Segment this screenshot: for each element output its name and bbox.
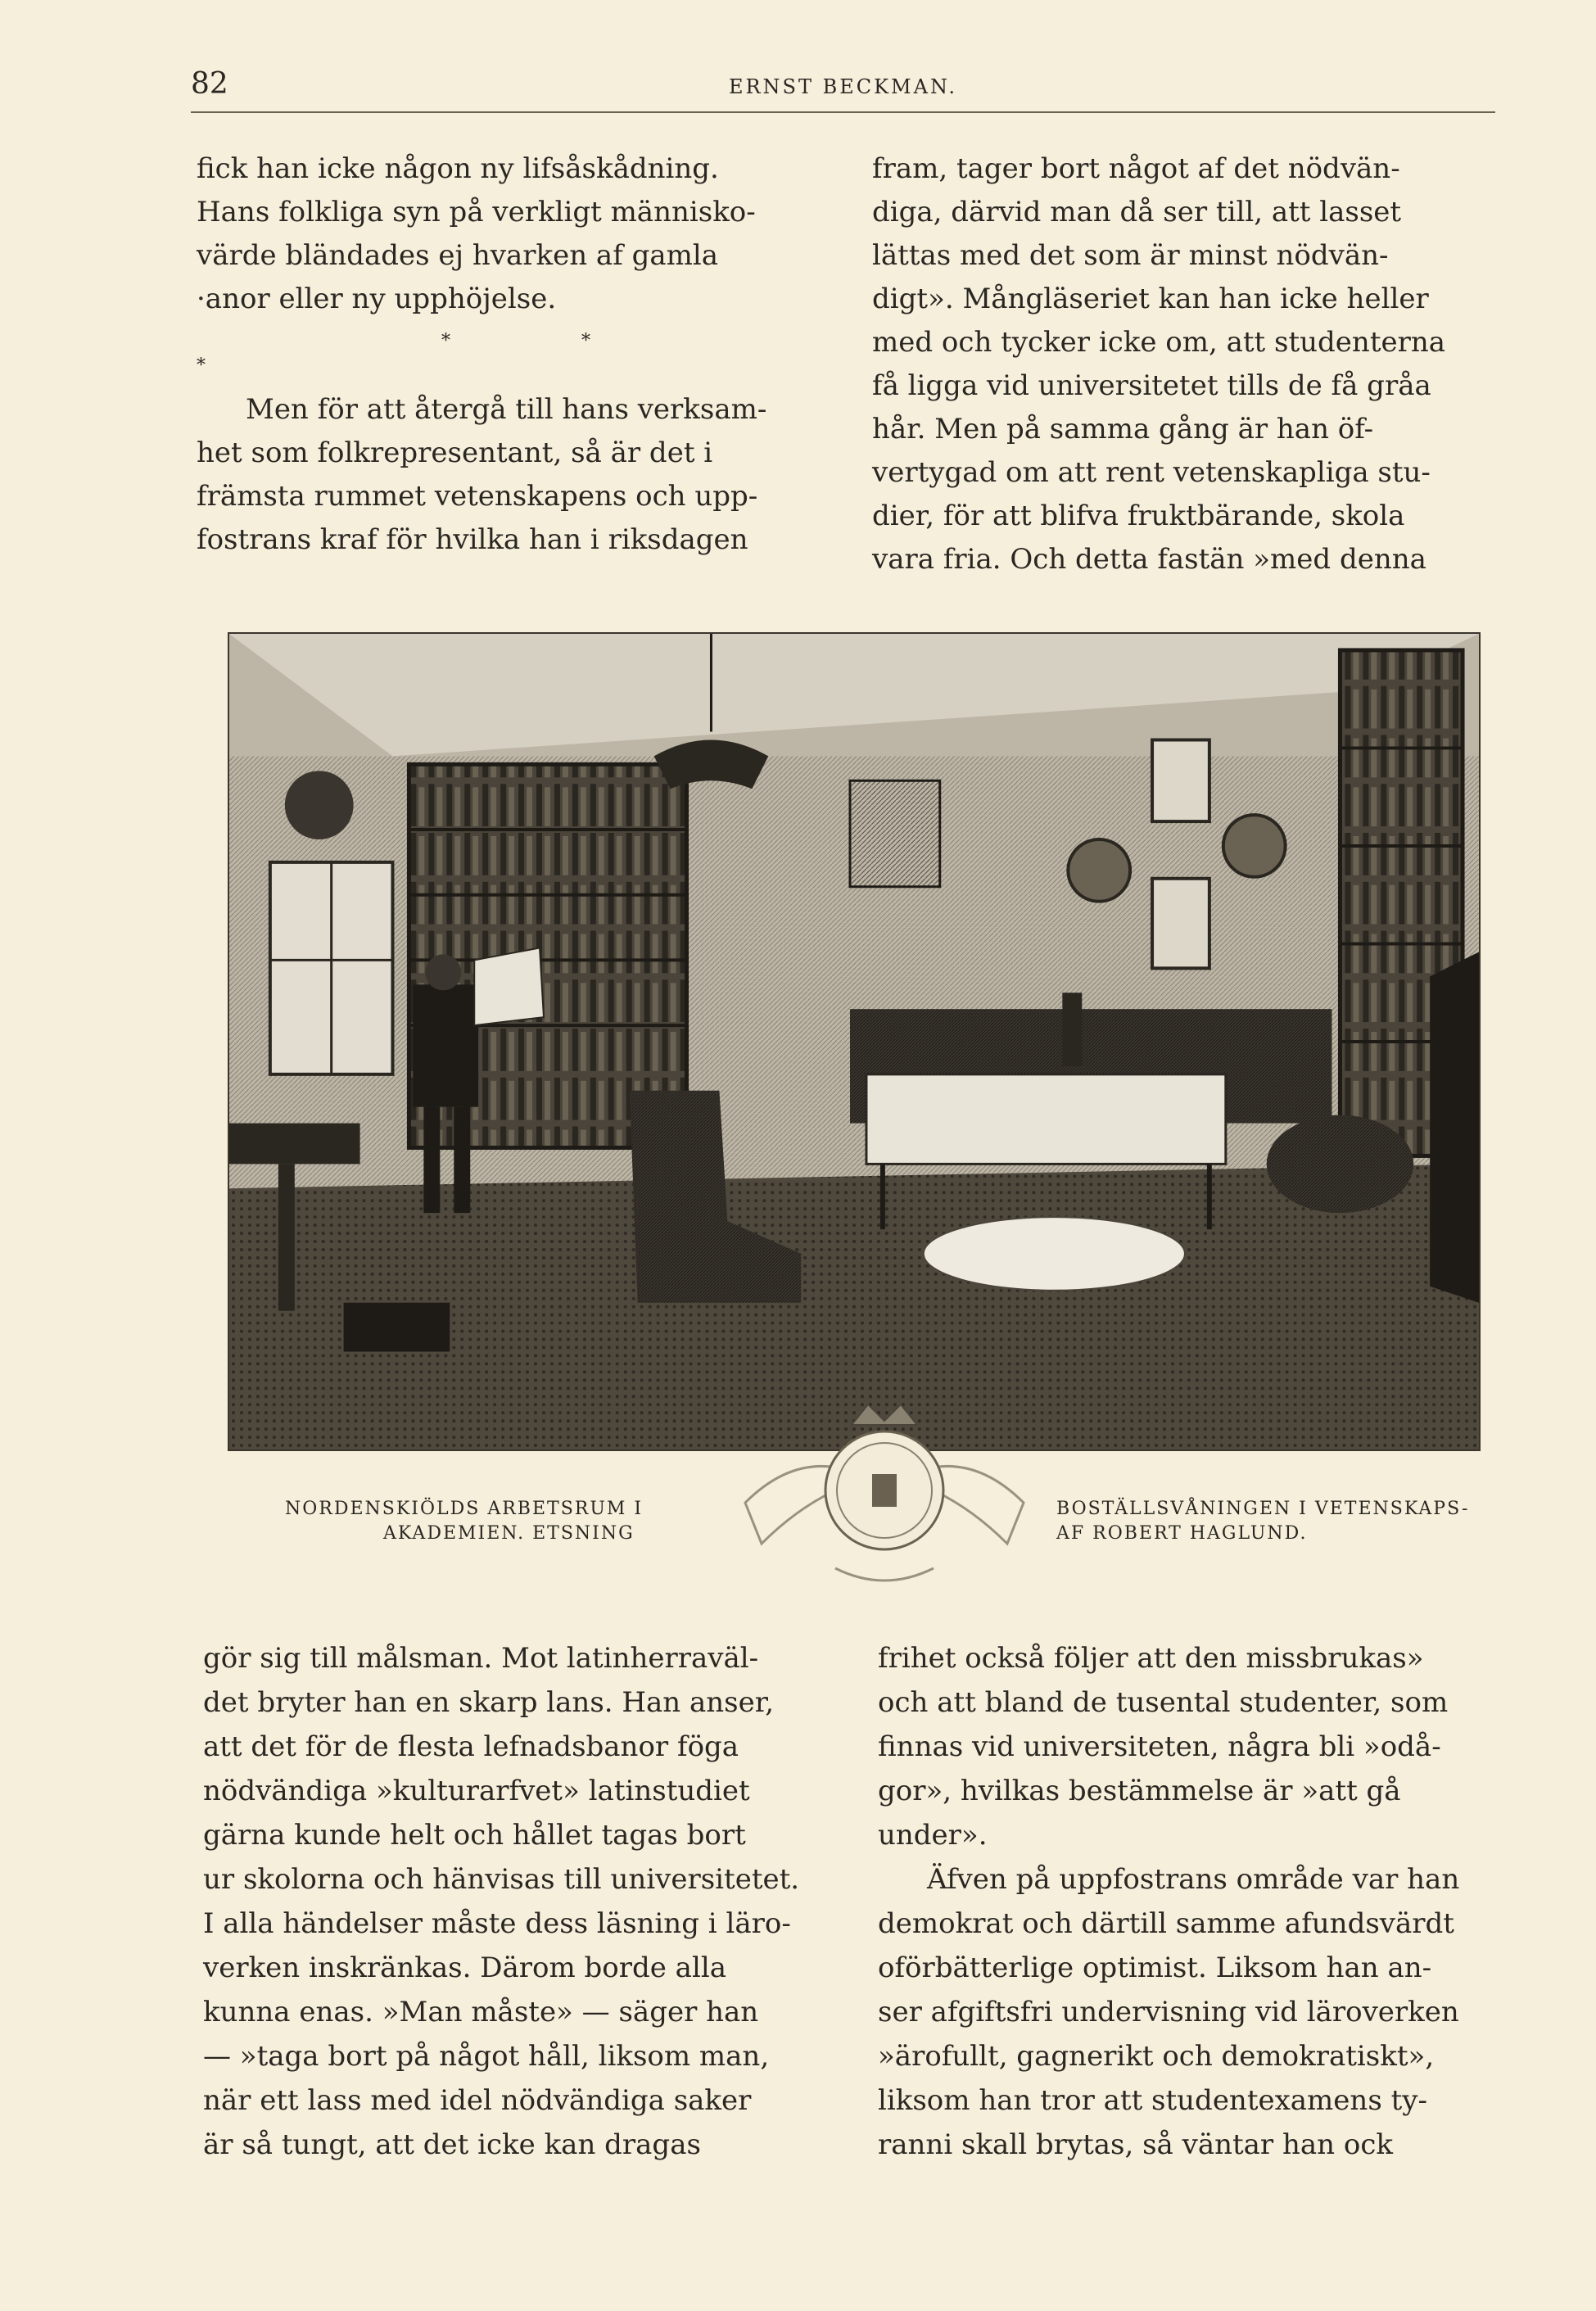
text-line: Äfven på uppfostrans område var han xyxy=(927,1863,1460,1896)
caption-line: AF ROBERT HAGLUND. xyxy=(1056,1523,1308,1544)
text-line: värde bländades ej hvarken af gamla xyxy=(197,239,719,272)
text-line: verken inskränkas. Därom borde alla xyxy=(203,1951,726,1984)
header-rule xyxy=(191,111,1495,113)
text-line: kunna enas. »Man måste» — säger han xyxy=(203,1996,759,2028)
text-line: med och tycker icke om, att studenterna xyxy=(872,326,1446,359)
text-line: och att bland de tusental studenter, som xyxy=(878,1686,1449,1719)
text-line: fostrans kraf för hvilka han i riksdagen xyxy=(197,523,748,556)
etching-illustration xyxy=(228,632,1481,1451)
running-title: ERNST BECKMAN. xyxy=(728,75,958,98)
crest-emblem-icon xyxy=(712,1388,1056,1593)
text-line: — »taga bort på något håll, liksom man, xyxy=(203,2040,770,2073)
column-bottom-left xyxy=(203,1636,842,2167)
text-line: finnas vid universiteten, några bli »odå- xyxy=(878,1730,1441,1763)
text-line: diga, därvid man då ser till, att lasset xyxy=(872,196,1402,228)
text-line: få ligga vid universitetet tills de få gråa xyxy=(872,369,1431,402)
text-line: Men för att återgå till hans verksam- xyxy=(246,393,767,426)
text-line: främsta rummet vetenskapens och upp- xyxy=(197,480,758,513)
text-line: digt». Mångläseriet kan han icke heller xyxy=(872,283,1429,315)
text-line: frihet också följer att den missbrukas» xyxy=(878,1642,1424,1675)
text-line: ur skolorna och hänvisas till universitetet. xyxy=(203,1863,800,1896)
text-line: nödvändiga »kulturarfvet» latinstudiet xyxy=(203,1775,750,1807)
text-line: het som folkrepresentant, så är det i xyxy=(197,436,713,469)
page-number: 82 xyxy=(191,67,228,101)
text-line: vara fria. Och detta fastän »med denna xyxy=(872,543,1426,576)
caption-line: AKADEMIEN. ETSNING xyxy=(383,1523,635,1544)
text-line: I alla händelser måste dess läsning i läro- xyxy=(203,1907,791,1940)
text-line: att det för de flesta lefnadsbanor föga xyxy=(203,1730,739,1763)
text-line: fram, tager bort något af det nödvän- xyxy=(872,152,1400,185)
text-line: det bryter han en skarp lans. Han anser, xyxy=(203,1686,775,1719)
text-line: dier, för att blifva fruktbärande, skola xyxy=(872,500,1405,532)
text-line: gör sig till målsman. Mot latinherraväl- xyxy=(203,1642,759,1675)
caption-line: BOSTÄLLSVÅNINGEN I VETENSKAPS- xyxy=(1056,1499,1470,1519)
running-head xyxy=(191,67,1495,108)
text-line: under». xyxy=(878,1819,988,1852)
section-break xyxy=(197,329,835,378)
text-line: är så tungt, att det icke kan dragas xyxy=(203,2128,701,2161)
text-line: lättas med det som är minst nödvän- xyxy=(872,239,1389,272)
text-line: ·anor eller ny upphöjelse. xyxy=(197,283,557,315)
text-line: gärna kunde helt och hållet tagas bort xyxy=(203,1819,746,1852)
text-line: vertygad om att rent vetenskapliga stu- xyxy=(872,456,1431,489)
asterisk: * xyxy=(197,355,206,376)
column-top-right xyxy=(872,147,1511,581)
column-top-left xyxy=(197,147,835,562)
text-line: gor», hvilkas bestämmelse är »att gå xyxy=(878,1775,1401,1807)
text-line: oförbätterlige optimist. Liksom han an- xyxy=(878,1951,1432,1984)
asterisk: * xyxy=(441,331,450,351)
text-line: »ärofullt, gagnerikt och demokratiskt», xyxy=(878,2040,1435,2073)
text-line: fick han icke någon ny lifsåskådning. xyxy=(197,152,719,185)
caption-line: NORDENSKIÖLDS ARBETSRUM I xyxy=(285,1499,644,1519)
caption-left xyxy=(285,1497,643,1546)
text-line: liksom han tror att studentexamens ty- xyxy=(878,2084,1427,2117)
text-line: demokrat och därtill samme afundsvärdt xyxy=(878,1907,1454,1940)
study-room-etching xyxy=(229,634,1479,1449)
text-line: när ett lass med idel nödvändiga saker xyxy=(203,2084,752,2117)
column-bottom-right xyxy=(878,1636,1517,2167)
text-line: hår. Men på samma gång är han öf- xyxy=(872,413,1374,445)
text-line: ser afgiftsfri undervisning vid läroverken xyxy=(878,1996,1459,2028)
text-line: ranni skall brytas, så väntar han ock xyxy=(878,2128,1393,2161)
asterisk: * xyxy=(581,331,590,351)
caption-right xyxy=(1056,1497,1469,1546)
text-line: Hans folkliga syn på verkligt människo- xyxy=(197,196,756,228)
